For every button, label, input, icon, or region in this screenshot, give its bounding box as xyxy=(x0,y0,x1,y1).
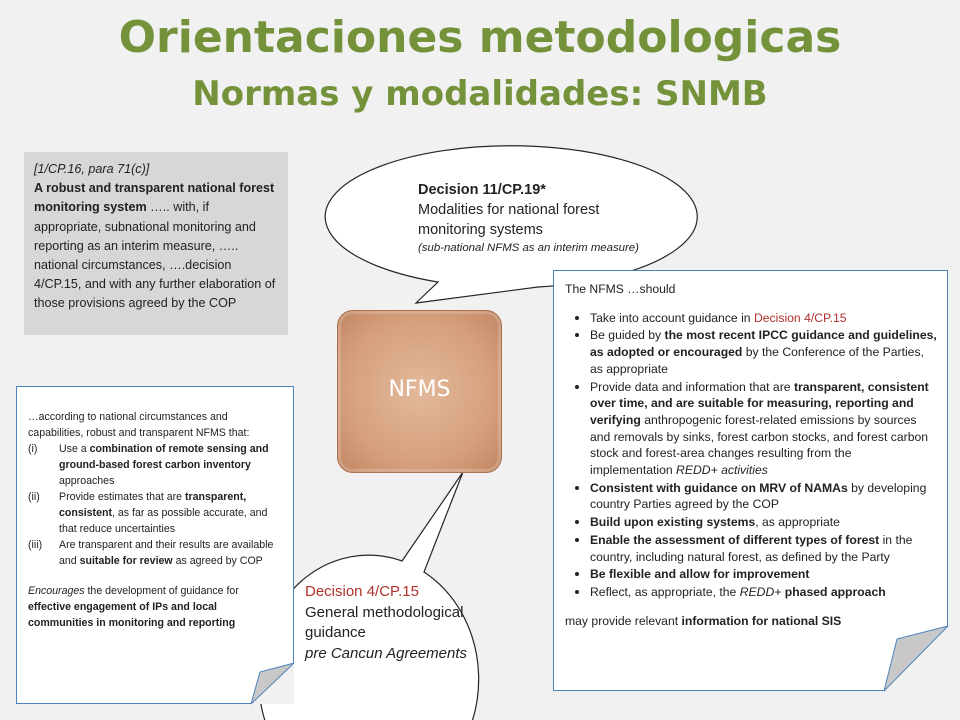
right-intro: The NFMS …should xyxy=(565,282,676,296)
bullet-text: , as appropriate xyxy=(755,515,840,530)
item-bold: transparent, consistent xyxy=(59,491,247,519)
citation-reference: [1/CP.16, para 71(c)] xyxy=(34,162,150,176)
item-bold: combination of remote sensing and ground-based forest carbon inventory xyxy=(59,443,269,471)
left-list-item xyxy=(28,537,283,569)
decision-11-note: (sub-national NFMS as an interim measure) xyxy=(418,242,639,254)
decision-4-text xyxy=(305,582,485,664)
right-footer xyxy=(565,613,937,630)
bullet-item xyxy=(565,480,937,513)
bullet-bold: Consistent with guidance on MRV of NAMAs xyxy=(590,480,848,495)
bullet-text: by developing country Parties agreed by the COP xyxy=(590,480,927,512)
decision-4-body: General methodological guidance xyxy=(305,603,464,641)
encourages-bold: effective engagement of IPs and local communities in monitoring and reporting xyxy=(28,601,236,629)
right-bullet-list xyxy=(565,310,937,601)
bullet-item xyxy=(565,584,937,601)
decision-11-text xyxy=(418,180,658,257)
nfms-label: NFMS xyxy=(388,377,451,402)
bullet-item xyxy=(565,532,937,565)
bullet-text: Reflect, as appropriate, the xyxy=(590,584,740,599)
item-text: , as far as possible accurate, and that reduce uncertainties xyxy=(59,507,268,535)
left-list-item xyxy=(28,489,283,537)
citation-bold-text: A robust and transparent national forest monitoring system xyxy=(34,181,275,215)
bullet-italic: REDD+ xyxy=(739,584,782,599)
decision-4-heading: Decision 4/CP.15 xyxy=(305,583,419,600)
left-text-box xyxy=(16,386,294,704)
citation-rest-text: ….. with, if appropriate, subnational monitoring and reporting as an interim measure, ….. national circumstances, ….decision 4/CP.15, and with any further elaboration of those provisions agreed by the COP xyxy=(34,200,276,311)
left-list-item xyxy=(28,441,283,489)
left-list xyxy=(28,441,283,569)
bullet-text: in the country, including natural forest, as defined by the Party xyxy=(590,532,913,564)
item-text: Use a xyxy=(59,443,90,455)
bullet-text: anthropogenic forest-related emissions by sources and removals by sinks, forest carbon stocks, and forest carbon stock and forest-area changes resulting from the implementation xyxy=(590,412,929,478)
encourages-text: the development of guidance for xyxy=(84,585,239,597)
decision-11-body: Modalities for national forest monitoring systems xyxy=(418,202,600,238)
bullet-text: Be guided by xyxy=(590,328,665,343)
footer-text: may provide relevant xyxy=(565,613,682,628)
bullet-item xyxy=(565,310,937,327)
bullet-item xyxy=(565,514,937,531)
main-title: Orientaciones metodologicas xyxy=(118,12,842,63)
bullet-text: Provide data and information that are xyxy=(590,379,794,394)
item-text: Are transparent and their results are available and xyxy=(59,539,274,567)
item-text: approaches xyxy=(59,475,115,487)
decision-4-italic: pre Cancun Agreements xyxy=(305,644,468,662)
bullet-italic: REDD+ activities xyxy=(676,463,768,478)
bullet-bold: transparent, consistent over time, and are suitable for measuring, reporting and verifying xyxy=(590,379,929,427)
list-number: (ii) xyxy=(28,491,40,503)
item-text: as agreed by COP xyxy=(172,555,263,567)
left-intro: …according to national circumstances and capabilities, robust and transparent NFMS that: xyxy=(28,411,250,439)
encourages-italic: Encourages xyxy=(28,585,85,597)
bullet-bold: Be flexible and allow for improvement xyxy=(590,567,810,582)
bullet-text: by the Conference of the Parties, as appropriate xyxy=(590,345,924,376)
bullet-item xyxy=(565,327,937,377)
bullet-bold: phased approach xyxy=(781,584,886,599)
nfms-center-box xyxy=(337,310,502,473)
decision-11-heading: Decision 11/CP.19* xyxy=(418,182,546,198)
bullet-bold: Build upon existing systems xyxy=(590,515,756,530)
decision-4-reference: Decision 4/CP.15 xyxy=(753,310,847,325)
bullet-bold: the most recent IPCC guidance and guidelines, as adopted or encouraged xyxy=(590,328,937,360)
page-fold-right xyxy=(884,626,949,692)
bullet-item xyxy=(565,379,937,479)
footer-bold: information for national SIS xyxy=(681,613,842,628)
list-number: (iii) xyxy=(28,539,43,551)
bullet-item xyxy=(565,566,937,583)
bullet-bold: Enable the assessment of different types of forest xyxy=(590,532,880,547)
subtitle: Normas y modalidades: SNMB xyxy=(192,74,768,114)
item-bold: suitable for review xyxy=(79,555,173,567)
page-fold-left xyxy=(251,663,295,705)
encourages-paragraph xyxy=(28,583,283,631)
item-text: Provide estimates that are xyxy=(59,491,186,503)
list-number: (i) xyxy=(28,443,38,455)
bullet-text: Take into account guidance in xyxy=(590,310,754,325)
